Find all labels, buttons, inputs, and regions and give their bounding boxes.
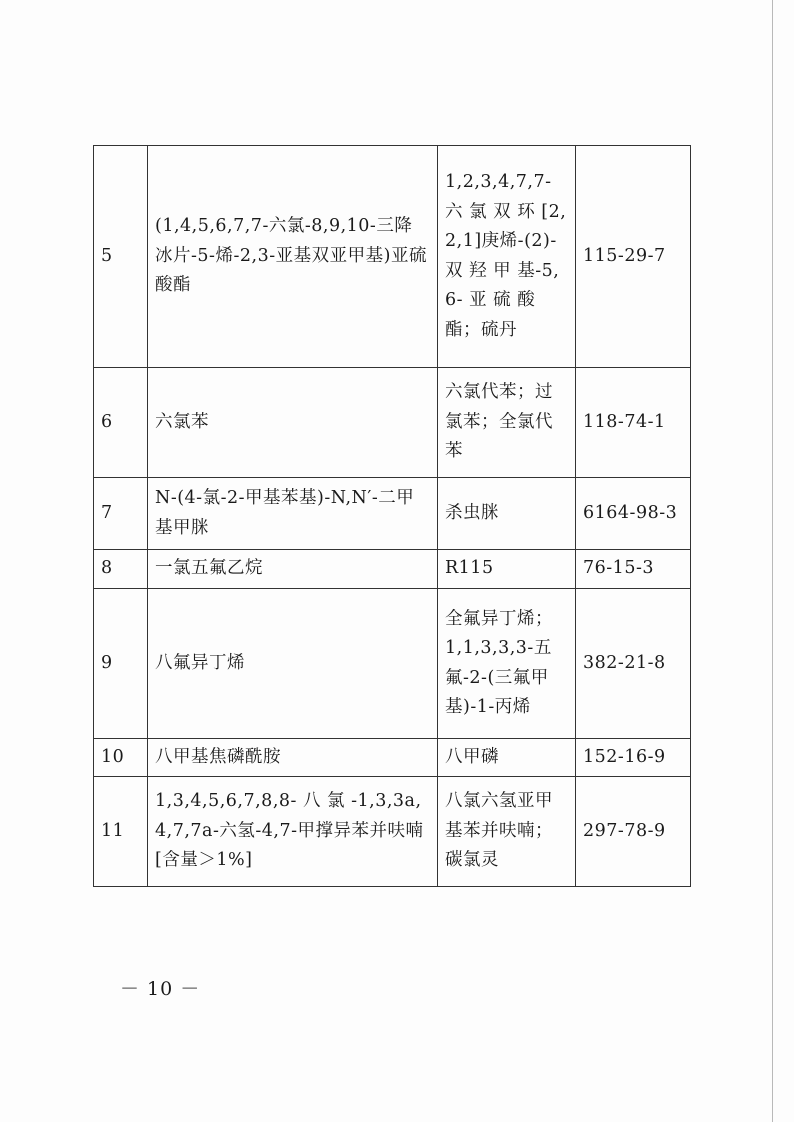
chemical-alias: R115 [438,550,576,589]
chemical-alias: 杀虫脒 [438,478,576,550]
chemical-name: N-(4-氯-2-甲基苯基)-N,N′-二甲基甲脒 [148,478,438,550]
cas-number: 152-16-9 [576,739,691,777]
table-row [94,146,691,368]
chemical-name: 1,3,4,5,6,7,8,8- 八 氯 -1,3,3a,4,7,7a-六氢-4,7-甲撑异苯并呋喃[含量＞1%] [148,777,438,887]
row-number: 8 [94,550,148,589]
chemical-name: 八氟异丁烯 [148,589,438,739]
chemical-name: (1,4,5,6,7,7-六氯-8,9,10-三降冰片-5-烯-2,3-亚基双亚甲基)亚硫酸酯 [148,146,438,368]
row-number: 10 [94,739,148,777]
cas-number: 76-15-3 [576,550,691,589]
table-row [94,739,691,777]
cas-number: 115-29-7 [576,146,691,368]
row-number: 11 [94,777,148,887]
chemical-alias: 全氟异丁烯；1,1,3,3,3-五氟-2-(三氟甲基)-1-丙烯 [438,589,576,739]
chemical-table [93,145,691,887]
cas-number: 6164-98-3 [576,478,691,550]
table-row [94,368,691,478]
page-edge-line [772,0,773,1122]
table-row [94,550,691,589]
table-row [94,777,691,887]
table-row [94,589,691,739]
cas-number: 118-74-1 [576,368,691,478]
chemical-name: 六氯苯 [148,368,438,478]
cas-number: 382-21-8 [576,589,691,739]
cas-number: 297-78-9 [576,777,691,887]
page-number: － 10 － [120,978,201,1000]
chemical-alias: 六氯代苯；过氯苯；全氯代苯 [438,368,576,478]
chemical-alias: 八氯六氢亚甲基苯并呋喃；碳氯灵 [438,777,576,887]
row-number: 7 [94,478,148,550]
row-number: 9 [94,589,148,739]
chemical-name: 八甲基焦磷酰胺 [148,739,438,777]
row-number: 5 [94,146,148,368]
table-row [94,478,691,550]
chemical-name: 一氯五氟乙烷 [148,550,438,589]
row-number: 6 [94,368,148,478]
chemical-alias: 八甲磷 [438,739,576,777]
chemical-alias: 1,2,3,4,7,7-六 氯 双 环 [2,2,1]庚烯-(2)- 双 羟 甲 基-5,6- 亚 硫 酸酯；硫丹 [438,146,576,368]
